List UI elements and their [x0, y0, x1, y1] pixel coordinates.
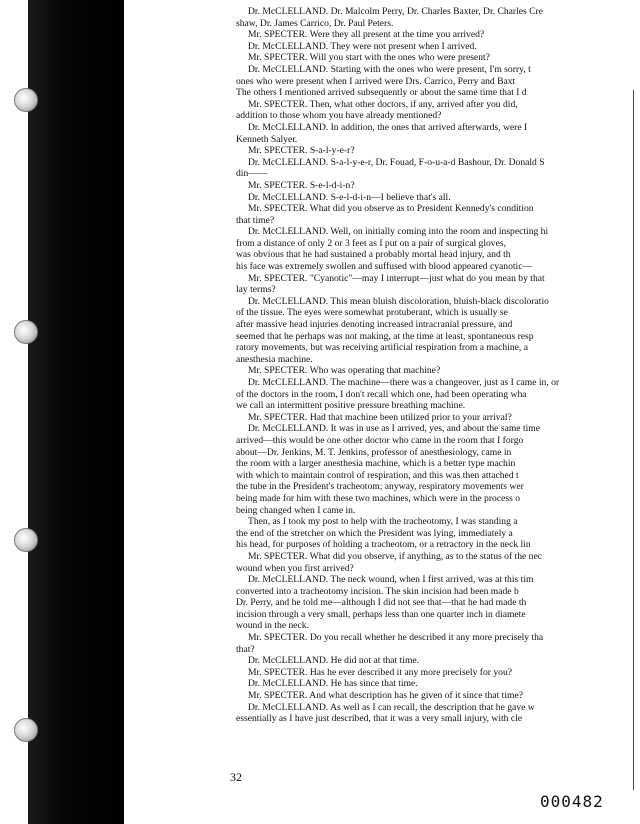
transcript-line: essentially as I have just described, that it was a very small injury, with cle: [236, 713, 523, 725]
transcript-line: Dr. McCLELLAND. In addition, the ones that arrived afterwards, were I: [248, 121, 528, 133]
transcript-line: being made for him with these two machines, which were in the process o: [236, 492, 521, 504]
transcript-line: Mr. SPECTER. And what description has he given of it since that time?: [248, 690, 523, 702]
transcript-line: Mr. SPECTER. Do you recall whether he described it any more precisely tha: [248, 632, 544, 644]
transcript-line: his head, for purposes of holding a tracheotom, or a retractory in the neck lin: [236, 539, 531, 551]
transcript-line: ones who were present when I arrived were Drs. Carrico, Perry and Baxt: [236, 75, 516, 87]
binder-ring-2: [14, 320, 38, 344]
transcript-line: seemed that he perhaps was not making, at the time at least, spontaneous resp: [236, 330, 534, 342]
transcript-line: Dr. McCLELLAND. The machine—there was a changeover, just as I came in, or: [248, 377, 560, 388]
transcript-line: arrived—this would be one other doctor who came in the room that I forgo: [236, 434, 524, 446]
transcript-line: about—Dr. Jenkins, M. T. Jenkins, professor of anesthesiology, came in: [236, 446, 512, 458]
transcript-line: Dr. McCLELLAND. He did not at that time.: [248, 655, 420, 667]
transcript-line: Dr. McCLELLAND. Well, on initially coming into the room and inspecting hi: [248, 226, 549, 238]
transcript-line: anesthesia machine.: [236, 353, 313, 365]
transcript-line: that time?: [236, 214, 275, 226]
transcript-line: being changed when I came in.: [236, 504, 356, 516]
transcript-line: was obvious that he had sustained a probably mortal head injury, and th: [236, 249, 511, 261]
transcript-line: Dr. McCLELLAND. The neck wound, when I first arrived, was at this tim: [248, 574, 534, 586]
document-stamp: 000482: [540, 792, 604, 811]
transcript-line: lay terms?: [236, 284, 276, 296]
transcript-line: his face was extremely swollen and suffused with blood appeared cyanotic—: [236, 261, 533, 273]
transcript-line: of the doctors in the room, I don't recall which one, had been operating wha: [236, 388, 527, 400]
transcript-line: Mr. SPECTER. Were they all present at the time you arrived?: [248, 29, 485, 41]
transcript-line: Mr. SPECTER. S-e-l-d-i-n?: [248, 179, 355, 191]
transcript-line: Dr. Perry, and he told me—although I did not see that—that he had made th: [236, 597, 527, 609]
transcript-line: Mr. SPECTER. S-a-l-y-e-r?: [248, 145, 355, 157]
transcript-line: wound when you first arrived?: [236, 562, 354, 574]
transcript-line: the end of the stretcher on which the President was lying, immediately a: [236, 527, 513, 539]
transcript-line: Mr. SPECTER. Will you start with the ones who were present?: [248, 52, 490, 64]
transcript-line: shaw, Dr. James Carrico, Dr. Paul Peters.: [236, 17, 394, 29]
transcript-line: Mr. SPECTER. Who was operating that machine?: [248, 365, 441, 377]
binder-ring-3: [14, 528, 38, 552]
transcript-line: Mr. SPECTER. Had that machine been utilized prior to your arrival?: [248, 411, 512, 423]
transcript-line: we call an intermittent positive pressure breathing machine.: [236, 400, 466, 412]
binder-ring-1: [14, 88, 38, 112]
transcript-line: converted into a tracheotomy incision. The skin incision had been made b: [236, 585, 519, 597]
transcript-line: Dr. McCLELLAND. Dr. Malcolm Perry, Dr. Charles Baxter, Dr. Charles Cre: [248, 6, 544, 17]
transcript-line: din——: [236, 168, 268, 180]
transcript-line: Dr. McCLELLAND. S-e-l-d-i-n—I believe that's all.: [248, 191, 451, 203]
transcript-line: that?: [236, 643, 255, 655]
transcript-line: with which to maintain control of respiration, and this was then attached t: [236, 469, 519, 481]
transcript-line: Mr. SPECTER. What did you observe as to President Kennedy's condition: [248, 203, 534, 215]
transcript-line: Mr. SPECTER. Has he ever described it any more precisely for you?: [248, 666, 513, 678]
transcript-line: after massive head injuries denoting increased intracranial pressure, and: [236, 319, 513, 331]
transcript-line: Dr. McCLELLAND. Starting with the ones who were present, I'm sorry, t: [248, 63, 531, 75]
transcript-line: from a distance of only 2 or 3 feet as I put on a pair of surgical gloves,: [236, 237, 506, 249]
transcript-line: the tube in the President's tracheotom; anyway, respiratory movements wer: [236, 481, 524, 493]
transcript-line: addition to those whom you have already mentioned?: [236, 110, 442, 122]
transcript-line: Dr. McCLELLAND. It was in use as I arrived, yes, and about the same time: [248, 423, 541, 435]
transcript-line: Kenneth Salyer.: [236, 133, 298, 145]
page-number: 32: [230, 770, 242, 784]
transcript-line: Dr. McCLELLAND. They were not present when I arrived.: [248, 40, 477, 52]
transcript-line: Dr. McCLELLAND. S-a-l-y-e-r, Dr. Fouad, F-o-u-a-d Bashour, Dr. Donald S: [248, 156, 545, 168]
transcript-line: the room with a larger anesthesia machine, which is a better type machin: [236, 458, 516, 470]
transcript-line: incision through a very small, perhaps less than one quarter inch in diamete: [236, 608, 526, 620]
transcript-line: The others I mentioned arrived subsequently or about the same time that I d: [236, 87, 527, 99]
transcript-line: Then, as I took my post to help with the tracheotomy, I was standing a: [248, 516, 518, 528]
transcript-body: [236, 6, 640, 725]
binder-ring-4: [14, 718, 38, 742]
transcript-line: Dr. McCLELLAND. He has since that time.: [248, 678, 418, 690]
book-spine-shadow: [28, 0, 124, 824]
transcript-line: Dr. McCLELLAND. As well as I can recall, the description that he gave w: [248, 701, 535, 713]
transcript-line: Mr. SPECTER. "Cyanotic"—may I interrupt—just what do you mean by that: [248, 272, 545, 284]
transcript-line: wound in the neck.: [236, 620, 310, 632]
transcript-line: of the tissue. The eyes were somewhat protuberant, which is usually se: [236, 307, 508, 319]
transcript-line: ratory movements, but was receiving artificial respiration from a machine, a: [236, 342, 528, 354]
transcript-line: Mr. SPECTER. Then, what other doctors, if any, arrived after you did,: [248, 98, 518, 110]
transcript-line: Mr. SPECTER. What did you observe, if anything, as to the status of the nec: [248, 550, 542, 562]
transcript-line: Dr. McCLELLAND. This mean bluish discoloration, bluish-black discoloratio: [248, 295, 549, 307]
